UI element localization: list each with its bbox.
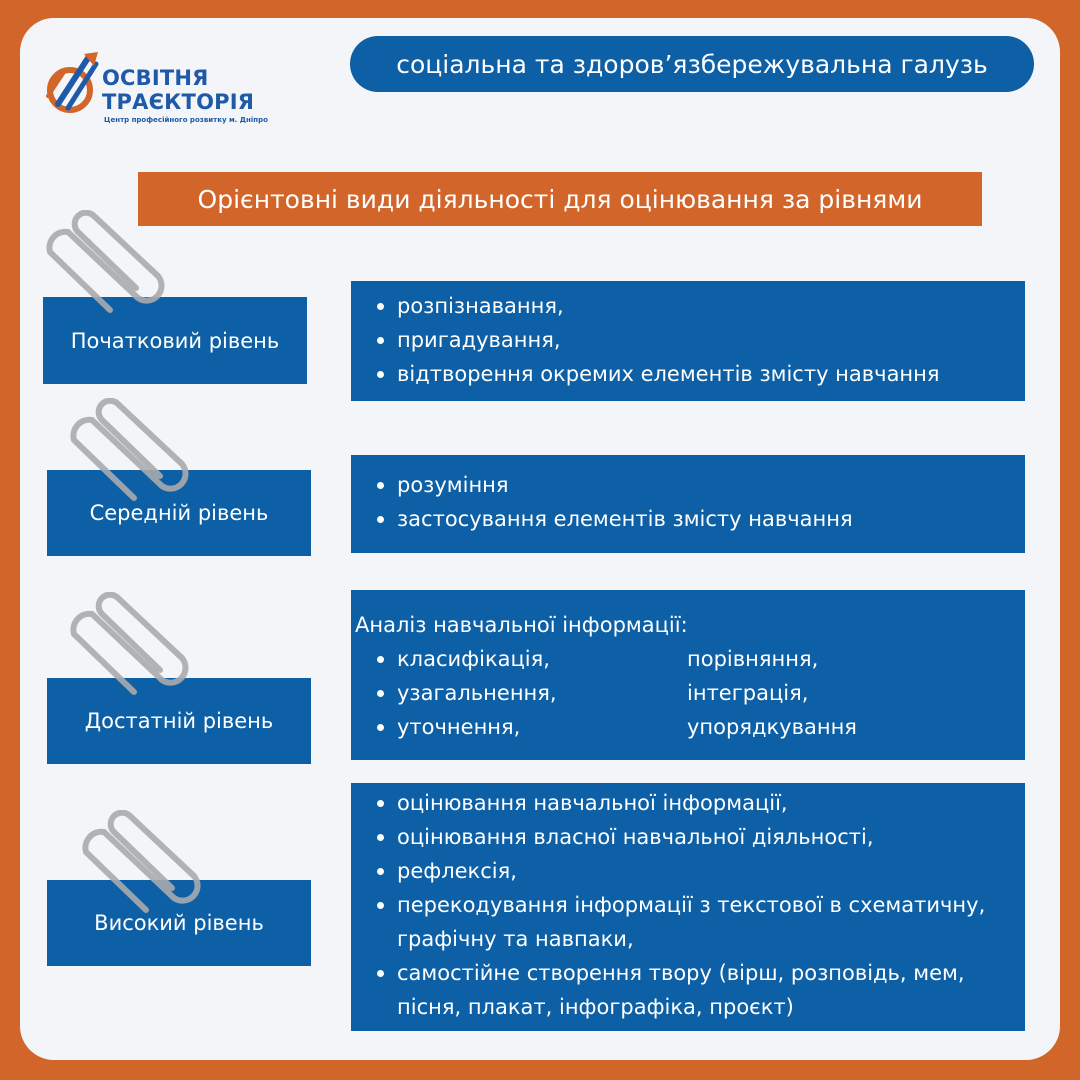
list-item: самостійне створення твору (вірш, розповідь, мем, пісня, плакат, інфографіка, проєкт) <box>373 956 995 1024</box>
level-box-medium <box>351 455 1025 553</box>
list-item: класифікація, порівняння, <box>373 642 1025 676</box>
paperclip-icon <box>64 592 194 712</box>
logo <box>44 46 268 130</box>
level-label-sufficient: Достатній рівень <box>47 678 311 764</box>
list-item: розуміння <box>373 468 1025 502</box>
trajectory-logo-icon <box>44 46 106 116</box>
paperclip-icon <box>40 210 170 330</box>
list-item: оцінювання власної навчальної діяльності, <box>373 820 995 854</box>
list-item: відтворення окремих елементів змісту навчання <box>373 357 1025 391</box>
list-item: узагальнення, інтеграція, <box>373 676 1025 710</box>
level-box-high <box>351 783 1025 1031</box>
level-label-high: Високий рівень <box>47 880 311 966</box>
list-item: рефлексія, <box>373 854 995 888</box>
level-box-initial <box>351 281 1025 401</box>
list-item: перекодування інформації з текстової в схематичну, графічну та навпаки, <box>373 888 995 956</box>
section-banner: Орієнтовні види діяльності для оцінювання за рівнями <box>138 172 982 226</box>
logo-title-line2: ТРАЄКТОРІЯ <box>102 90 255 114</box>
level-label-initial: Початковий рівень <box>43 297 307 384</box>
list-item: застосування елементів змісту навчання <box>373 502 1025 536</box>
logo-title-line1: ОСВІТНЯ <box>102 66 209 90</box>
level-label-medium: Середній рівень <box>47 470 311 556</box>
paperclip-icon <box>64 398 194 518</box>
list-item: розпізнавання, <box>373 289 1025 323</box>
list-item: пригадування, <box>373 323 1025 357</box>
level-box-sufficient <box>351 590 1025 760</box>
logo-subtitle: Центр професійного розвитку м. Дніпро <box>104 116 268 124</box>
subject-area-title: соціальна та здоров’язбережувальна галузь <box>350 36 1034 92</box>
analysis-intro: Аналіз навчальної інформації: <box>355 613 688 637</box>
list-item: уточнення, упорядкування <box>373 710 1025 744</box>
paperclip-icon <box>76 810 206 930</box>
list-item: оцінювання навчальної інформації, <box>373 786 995 820</box>
